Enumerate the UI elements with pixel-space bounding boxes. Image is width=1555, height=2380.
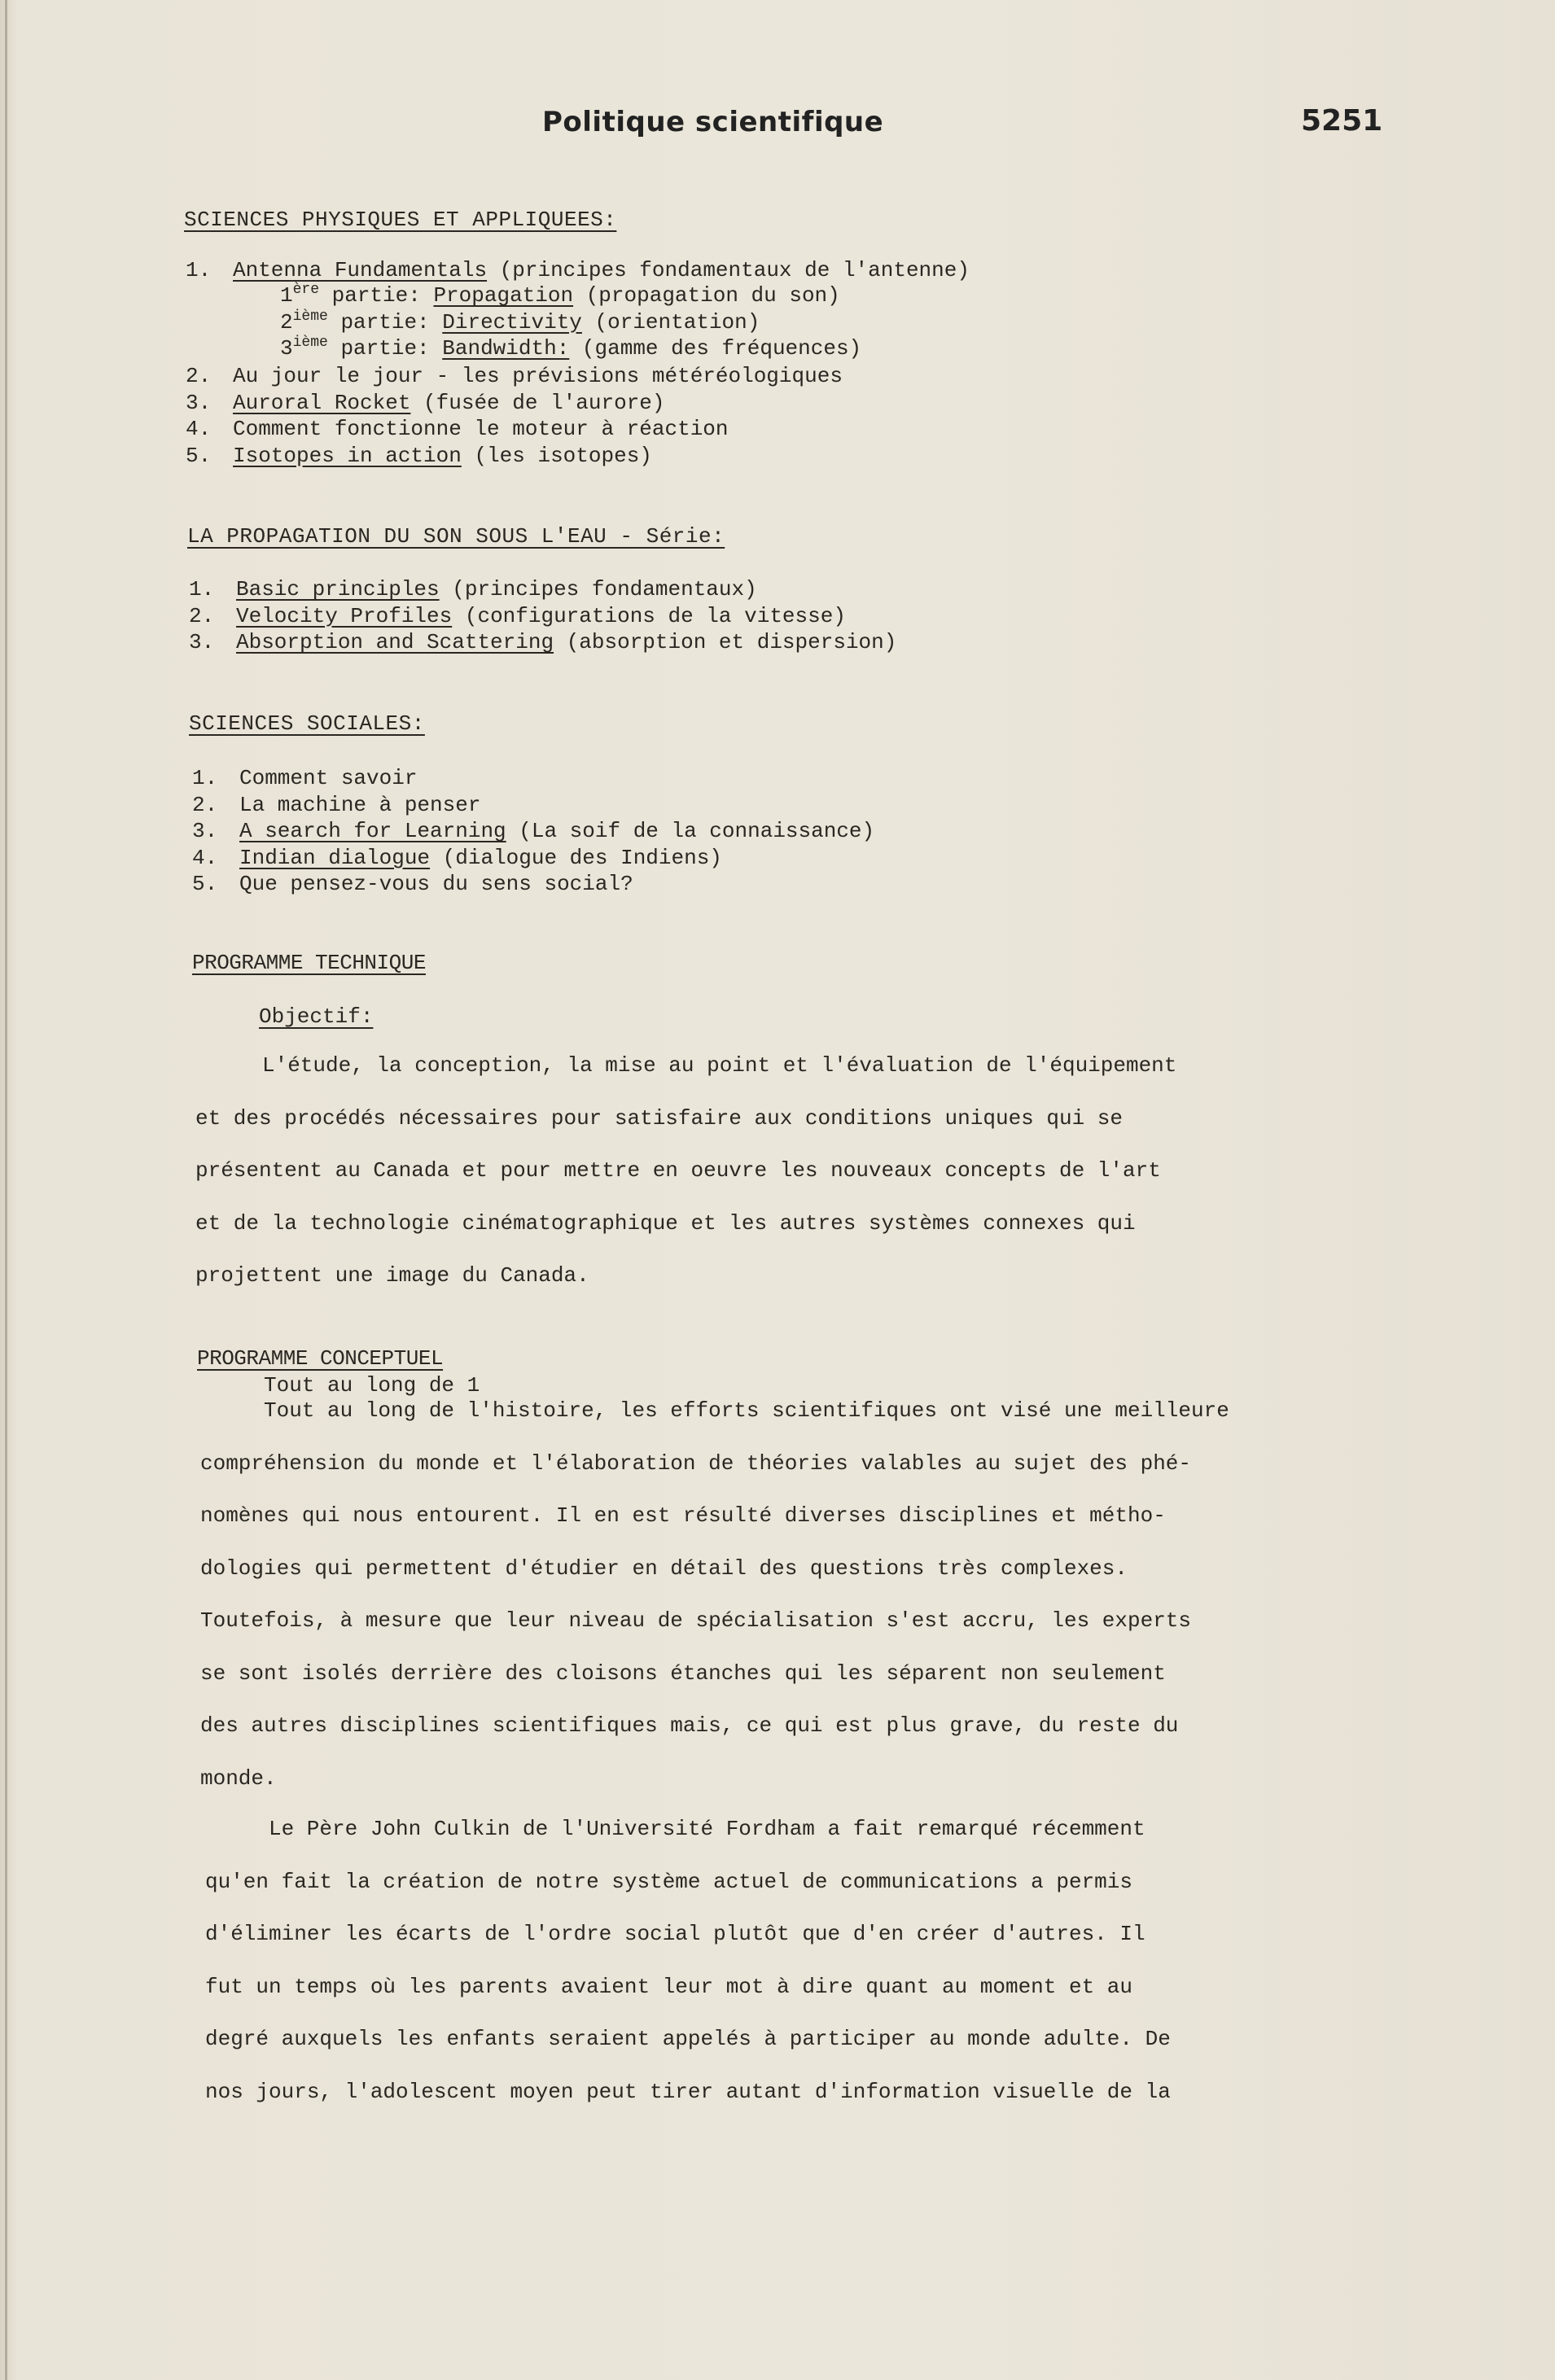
text-line: des autres disciplines scientifiques mais, ce qui est plus grave, du reste du [200,1713,1179,1738]
film-title: A search for Learning [239,819,506,843]
list-sciences-sociales [192,765,874,898]
list-sciences-physiques [186,257,970,284]
list-item: 1. Comment savoir [192,766,418,790]
text-line: dologies qui permettent d'étudier en détail des questions très complexes. [200,1555,1128,1581]
part-title: Directivity [442,309,582,335]
list-item: 5. Que pensez-vous du sens social? [192,872,633,896]
text-line: et de la technologie cinématographique et les autres systèmes connexes qui [195,1210,1136,1236]
list-item: 3. Absorption and Scattering (absorption et dispersion) [189,630,897,654]
text-line: Tout au long de l'histoire, les efforts scientifiques ont visé une meilleure [264,1398,1229,1423]
list-item: 4. Comment fonctionne le moteur à réaction [186,417,729,441]
text-line: monde. [200,1765,277,1791]
film-title: Basic principles [236,577,440,602]
paragraph-conceptuel-2 [205,1817,1171,2132]
paragraph-technique [195,1053,1176,1316]
list-item: 3ième partie: Bandwidth: (gamme des fréquences) [280,335,862,361]
list-item: 4. Indian dialogue (dialogue des Indiens) [192,845,722,870]
list-propagation [189,576,896,656]
text-line: Le Père John Culkin de l'Université Fordham a fait remarqué récemment [269,1817,1145,1841]
section-heading-propagation: LA PROPAGATION DU SON SOUS L'EAU - Série: [187,524,725,549]
text-line: projettent une image du Canada. [195,1263,589,1288]
list-item: 2. Au jour le jour - les prévisions météréologiques [186,364,843,388]
list-item: 5. Isotopes in action (les isotopes) [186,443,652,468]
list-item: 2ième partie: Directivity (orientation) [280,308,760,335]
text-line: L'étude, la conception, la mise au point et l'évaluation de l'équipement [262,1053,1177,1078]
binding-edge [5,0,7,2380]
section-heading-sciences-sociales: SCIENCES SOCIALES: [189,711,425,736]
text-line: présentent au Canada et pour mettre en oeuvre les nouveaux concepts de l'art [195,1158,1161,1183]
list-item: 1. Basic principles (principes fondamentaux) [189,577,757,602]
list-parts [280,282,861,362]
section-heading-programme-conceptuel: PROGRAMME CONCEPTUEL [197,1346,444,1371]
text-line: Toutefois, à mesure que leur niveau de spécialisation s'est accru, les experts [200,1608,1191,1633]
text-line: fut un temps où les parents avaient leur mot à dire quant au moment et au [205,1974,1132,1999]
film-title: Indian dialogue [239,845,431,870]
list-item: 3. Auroral Rocket (fusée de l'aurore) [186,390,665,415]
list-item: 2. Velocity Profiles (configurations de la vitesse) [189,603,846,628]
section-heading-programme-technique: PROGRAMME TECHNIQUE [192,951,426,975]
list-item: 3. A search for Learning (La soif de la connaissance) [192,819,875,843]
text-line: et des procédés nécessaires pour satisfaire aux conditions uniques qui se [195,1105,1123,1131]
film-title: Antenna Fundamentals [233,258,488,282]
page-number: 5251 [1301,104,1383,138]
part-title: Bandwidth: [442,336,570,361]
text-line: nomènes qui nous entourent. Il en est résulté diverses disciplines et métho- [200,1503,1166,1528]
film-title: Absorption and Scattering [236,630,554,654]
paragraph-conceptuel-1 [200,1398,1229,1818]
film-title: Isotopes in action [233,443,462,468]
text-line: compréhension du monde et l'élaboration de théories valables au sujet des phé- [200,1450,1191,1476]
subtitle-line: Tout au long de 1 [264,1373,480,1398]
film-title: Velocity Profiles [236,603,453,628]
text-line: nos jours, l'adolescent moyen peut tirer autant d'information visuelle de la [205,2079,1171,2104]
section-heading-sciences-physiques: SCIENCES PHYSIQUES ET APPLIQUEES: [184,208,617,232]
list-item: 2. La machine à penser [192,792,481,817]
list-item: 1ère partie: Propagation (propagation du son) [280,282,840,308]
page-header [0,98,1555,147]
running-title: Politique scientifique [542,106,884,138]
part-title: Propagation [433,283,574,308]
list-sciences-physiques-cont [186,363,843,469]
film-title: Auroral Rocket [233,390,411,415]
text-line: d'éliminer les écarts de l'ordre social plutôt que d'en créer d'autres. Il [205,1922,1145,1946]
text-line: qu'en fait la création de notre système actuel de communications a permis [205,1869,1132,1894]
text-line: degré auxquels les enfants seraient appelés à participer au monde adulte. De [205,2027,1171,2051]
list-item: 1. Antenna Fundamentals (principes fondamentaux de l'antenne) [186,258,970,282]
text-line: se sont isolés derrière des cloisons étanches qui les séparent non seulement [200,1660,1166,1686]
objectif-label: Objectif: [259,1004,374,1029]
